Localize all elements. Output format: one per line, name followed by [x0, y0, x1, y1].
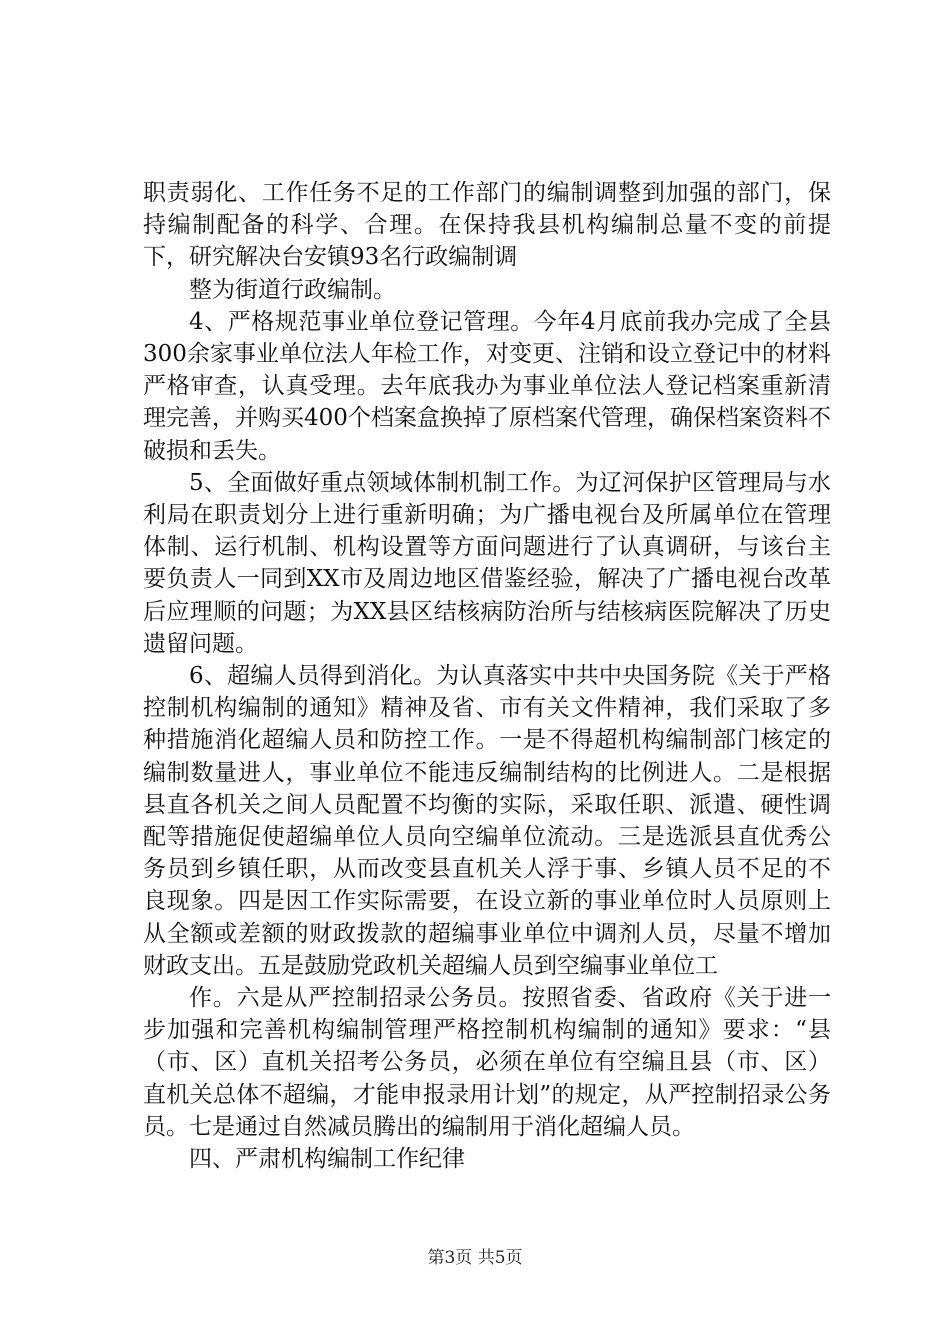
paragraph-item-4: 4、严格规范事业单位登记管理。今年4月底前我办完成了全县300余家事业单位法人年检工作，对变更、注销和设立登记中的材料严格审查，认真受理。去年底我办为事业单位法人登记档案重新清理完善，并购买400个档案盒换掉了原档案代管理，确保档案资料不破损和丢失。 — [143, 308, 831, 464]
page-number: 第3页 共5页 — [427, 1248, 523, 1268]
paragraph-continuation: 职责弱化、工作任务不足的工作部门的编制调整到加强的部门，保持编制配备的科学、合理。在保持我县机构编制总量不变的前提下，研究解决台安镇93名行政编制调 — [143, 180, 831, 271]
paragraph-item-6-continued: 作。六是从严控制招录公务员。按照省委、省政府《关于进一步加强和完善机构编制管理严格控制机构编制的通知》要求：“县（市、区）直机关招考公务员，必须在单位有空编且县（市、区）直机关总体不超编，才能申报录用计划”的规定，从严控制招录公务员。七是通过自然减员腾出的编制用于消化超编人员。 — [143, 985, 831, 1140]
page-footer — [0, 1247, 950, 1269]
paragraph-continuation-end: 整为街道行政编制。 — [189, 276, 396, 303]
document-body — [143, 177, 831, 1175]
section-heading-4: 四、严肃机构编制工作纪律 — [189, 1146, 465, 1173]
paragraph-item-5: 5、全面做好重点领域体制机制工作。为辽河保护区管理局与水利局在职责划分上进行重新明确；为广播电视台及所属单位在管理体制、运行机制、机构设置等方面问题进行了认真调研，与该台主要负责人一同到XX市及周边地区借鉴经验，解决了广播电视台改革后应理顺的问题；为XX县区结核病防治所与结核病医院解决了历史遗留问题。 — [143, 469, 831, 657]
paragraph-item-6: 6、超编人员得到消化。为认真落实中共中央国务院《关于严格控制机构编制的通知》精神及省、市有关文件精神，我们采取了多种措施消化超编人员和防控工作。一是不得超机构编制部门核定的编制数量进人，事业单位不能违反编制结构的比例进人。二是根据县直各机关之间人员配置不均衡的实际，采取任职、派遣、硬性调配等措施促使超编单位人员向空编单位流动。三是选派县直优秀公务员到乡镇任职，从而改变县直机关人浮于事、乡镇人员不足的不良现象。四是因工作实际需要，在设立新的事业单位时人员原则上从全额或差额的财政拨款的超编事业单位中调剂人员，尽量不增加财政支出。五是鼓励党政机关超编人员到空编事业单位工 — [143, 663, 831, 979]
